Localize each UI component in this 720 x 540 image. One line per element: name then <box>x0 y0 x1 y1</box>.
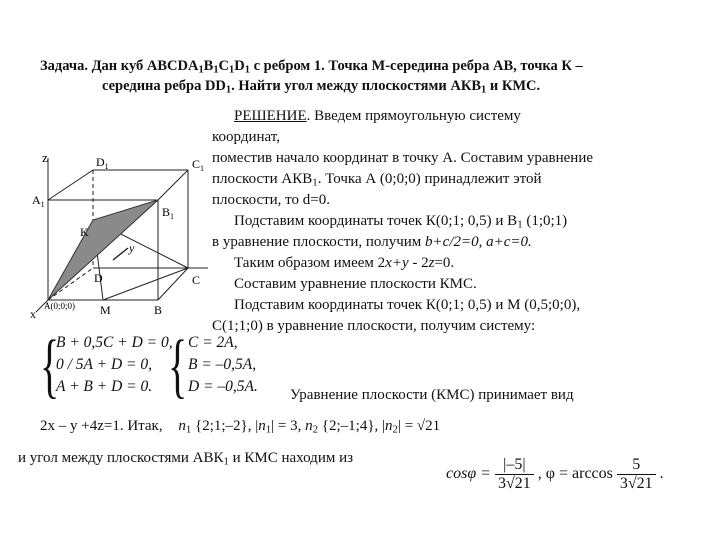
system1-row: 0 / 5A + D = 0, <box>56 356 152 373</box>
angle-formula: cosφ = $\frac{|-5|}{3√21}$ , φ = arccos $\frac{5}{3√21}$ . <box>446 456 664 492</box>
solution-line-9: Составим уравнение плоскости КМС. <box>234 276 477 292</box>
system2-brace: { <box>168 324 188 406</box>
label-b: B <box>154 303 163 317</box>
solution-line-5: плоскости, то d=0. <box>212 192 331 208</box>
arccos-fraction: $\frac{5}{3√21}$ <box>617 456 656 493</box>
normal-n1: n <box>178 418 186 434</box>
system2-row: D = –0,5A. <box>188 378 258 395</box>
solution-line-7: в уравнение плоскости, получим b+c/2=0, a+c=0. <box>212 234 532 250</box>
label-c1: $C_1$ <box>192 157 205 173</box>
system1-row: B + 0,5C + D = 0, <box>56 334 173 351</box>
normal-n2: n <box>305 418 313 434</box>
label-k: K <box>80 225 89 239</box>
solution-line-10: Подставим координаты точек К(0;1; 0,5) и М (0,5;0;0), <box>234 297 581 313</box>
problem-line-1: Задача. Дан куб $ABCDA_1B_1C_1D_1$ с ребром 1. Точка М-середина ребра АВ, точка К – <box>40 58 583 76</box>
system2-row: C = 2A, <box>188 334 238 351</box>
plane-equation-text: Уравнение плоскости (КМС) принимает вид <box>290 387 574 403</box>
problem-line-2: середина ребра $DD_1$. Найти угол между плоскостями $АКВ_1$ и КМС. <box>102 78 541 96</box>
solution-line-1: РЕШЕНИЕ. Введем прямоугольную систему <box>234 108 521 124</box>
solution-line-11: С(1;1;0) в уравнение плоскости, получим систему: <box>212 318 536 334</box>
label-d: D <box>94 271 103 285</box>
label-m: M <box>100 303 111 317</box>
plane-equation: 2x – y +4z=1. Итак, <box>40 418 163 434</box>
solution-line-4: плоскости $АКВ_1$. Точка А (0;0;0) принадлежит этой <box>212 171 542 189</box>
normals-line: 2x – y +4z=1. Итак, $n_1$ {2;1;–2}, $|n_1| = 3$, $n_2$ {2;–1;4}, $|n_2| = √21$ <box>40 418 441 436</box>
label-a1: $A_1$ <box>32 193 45 209</box>
solution-line-8: Таким образом имеем 2x+y - 2z=0. <box>234 255 455 271</box>
label-c: C <box>192 273 201 287</box>
label-y: y <box>129 241 135 255</box>
axis-z-label: z <box>42 150 48 165</box>
label-origin: A(0;0;0) <box>44 301 75 311</box>
cube-figure <box>28 140 218 320</box>
system2 <box>188 332 258 398</box>
angle-text: и угол между плоскостями $АВК_1$ и КМС находим из <box>18 450 354 468</box>
system2-row: B = –0,5A, <box>188 356 257 373</box>
label-d1: $D_1$ <box>96 155 109 171</box>
problem-statement <box>40 56 690 96</box>
solution-line-3: поместив начало координат в точку А. Составим уравнение <box>212 150 594 166</box>
solution-line-6: Подставим координаты точек К(0;1; 0,5) и $В_1$ (1;0;1) <box>234 213 568 231</box>
solution-line-2: координат, <box>212 129 280 145</box>
system1-row: A + B + D = 0. <box>56 378 153 395</box>
system1 <box>56 332 173 398</box>
axis-x-label: x <box>30 307 36 320</box>
label-b1: $B_1$ <box>162 205 175 221</box>
system1-brace: { <box>40 324 60 406</box>
cos-fraction: $\frac{|-5|}{3√21}$ <box>495 456 534 493</box>
